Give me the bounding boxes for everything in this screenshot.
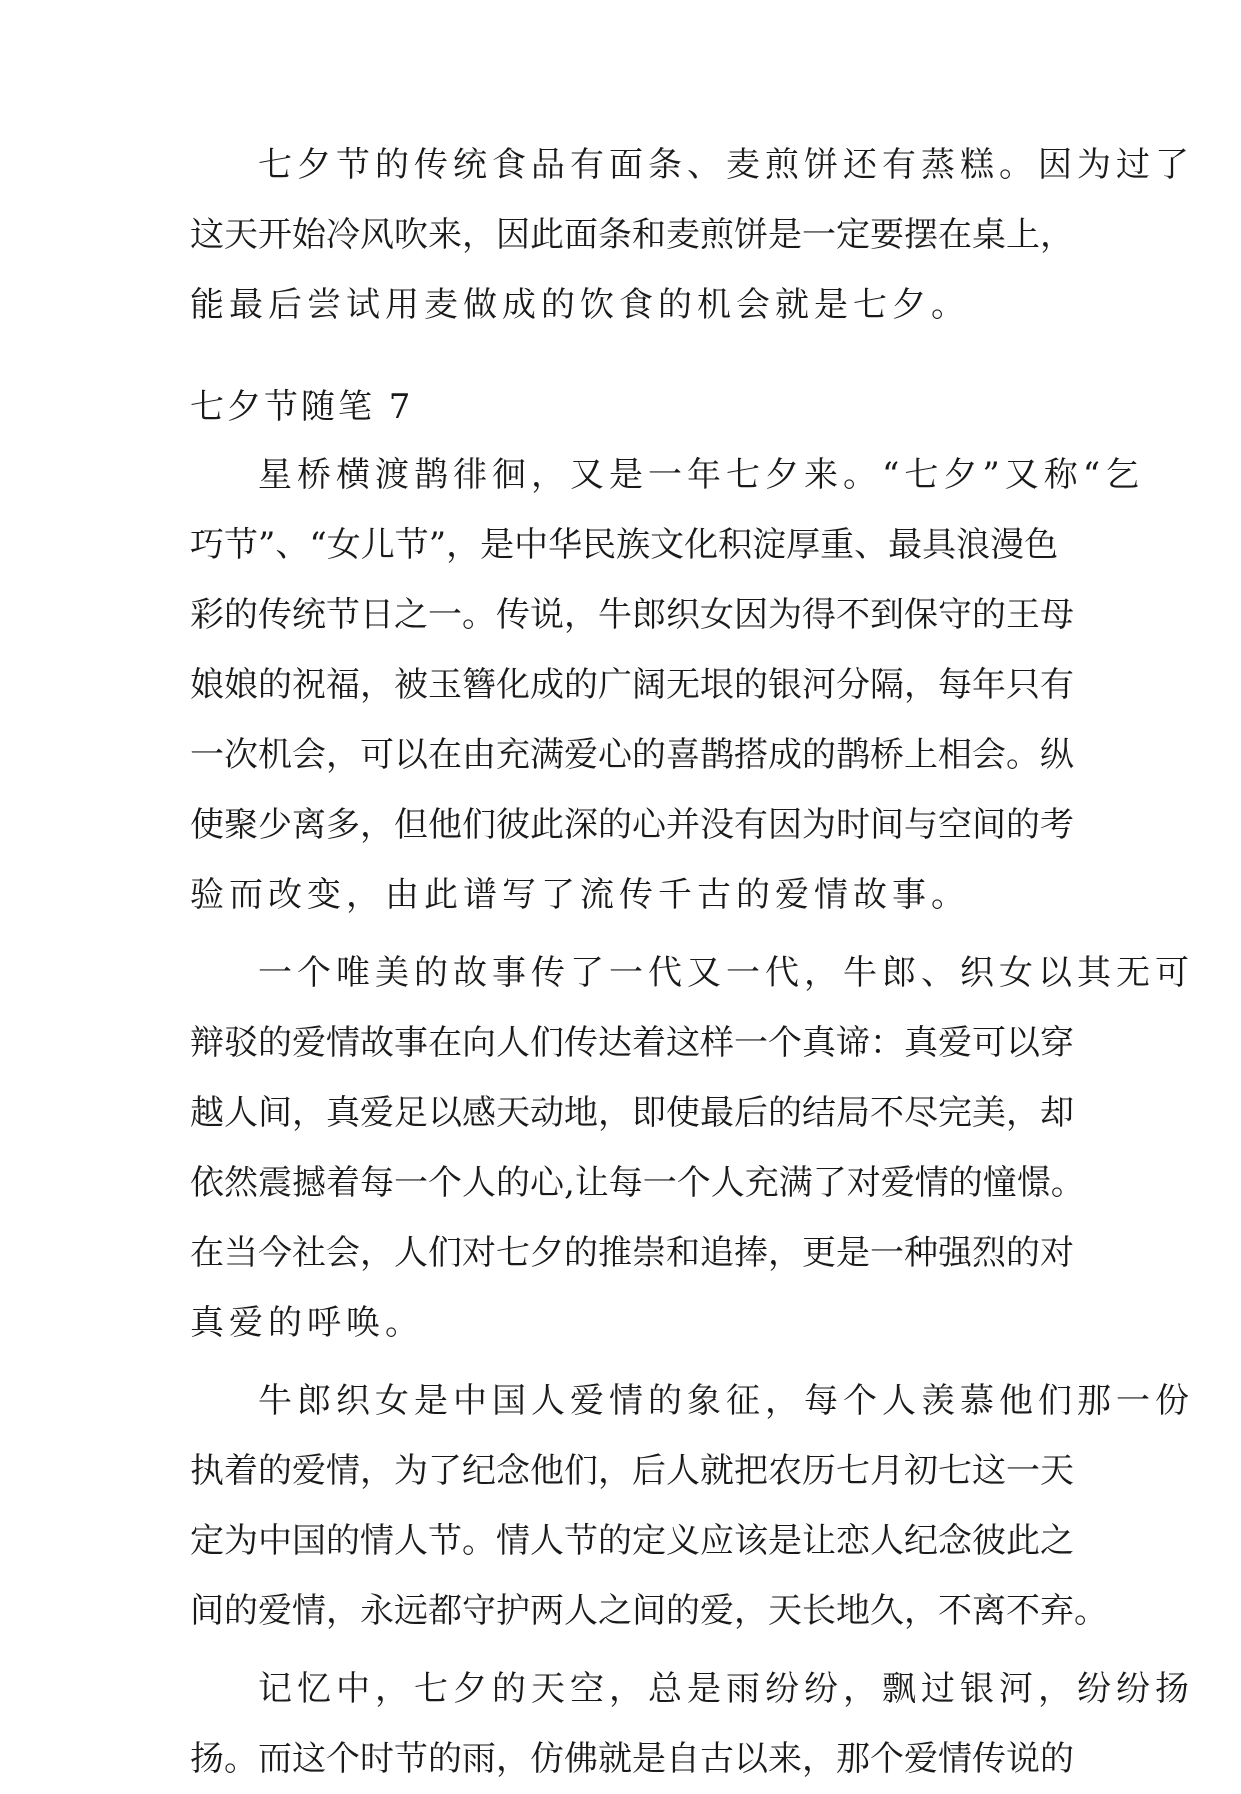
p1-line-1: 星桥横渡鹊徘徊，又是一年七夕来。“七夕”又称“乞 — [258, 455, 1145, 495]
intro-line-1: 七夕节的传统食品有面条、麦煎饼还有蒸糕。因为过了 — [258, 145, 1194, 185]
p3-line-4: 间的爱情，永远都守护两人之间的爱，天长地久，不离不弃。 — [190, 1591, 1108, 1631]
document-page — [190, 0, 1194, 1779]
p1-line-3: 彩的传统节日之一。传说，牛郎织女因为得不到保守的王母 — [190, 595, 1074, 635]
p4-line-2: 扬。而这个时节的雨，仿佛就是自古以来，那个爱情传说的 — [190, 1739, 1074, 1779]
intro-line-2: 这天开始冷风吹来，因此面条和麦煎饼是一定要摆在桌上， — [190, 215, 1074, 255]
section-title: 七夕节随笔 7 — [190, 387, 414, 427]
p3-line-3: 定为中国的情人节。情人节的定义应该是让恋人纪念彼此之 — [190, 1521, 1074, 1561]
p1-line-5: 一次机会，可以在由充满爱心的喜鹊搭成的鹊桥上相会。纵 — [190, 735, 1074, 775]
p2-line-3: 越人间，真爱足以感天动地，即使最后的结局不尽完美，却 — [190, 1093, 1074, 1133]
p1-line-2: 巧节”、“女儿节”，是中华民族文化积淀厚重、最具浪漫色 — [190, 525, 1059, 565]
p2-line-6: 真爱的呼唤。 — [190, 1303, 424, 1343]
p4-line-1: 记忆中，七夕的天空，总是雨纷纷，飘过银河，纷纷扬 — [258, 1669, 1194, 1709]
intro-line-3: 能最后尝试用麦做成的饮食的机会就是七夕。 — [190, 285, 970, 325]
p1-line-6: 使聚少离多，但他们彼此深的心并没有因为时间与空间的考 — [190, 805, 1074, 845]
p1-line-7: 验而改变，由此谱写了流传千古的爱情故事。 — [190, 875, 970, 915]
p2-line-4: 依然震撼着每一个人的心,让每一个人充满了对爱情的憧憬。 — [190, 1163, 1085, 1203]
p2-line-2: 辩驳的爱情故事在向人们传达着这样一个真谛：真爱可以穿 — [190, 1023, 1074, 1063]
p2-line-1: 一个唯美的故事传了一代又一代，牛郎、织女以其无可 — [258, 953, 1194, 993]
p3-line-1: 牛郎织女是中国人爱情的象征，每个人羡慕他们那一份 — [258, 1381, 1194, 1421]
p3-line-2: 执着的爱情，为了纪念他们，后人就把农历七月初七这一天 — [190, 1451, 1074, 1491]
p2-line-5: 在当今社会，人们对七夕的推崇和追捧，更是一种强烈的对 — [190, 1233, 1074, 1273]
p1-line-4: 娘娘的祝福，被玉簪化成的广阔无垠的银河分隔，每年只有 — [190, 665, 1074, 705]
